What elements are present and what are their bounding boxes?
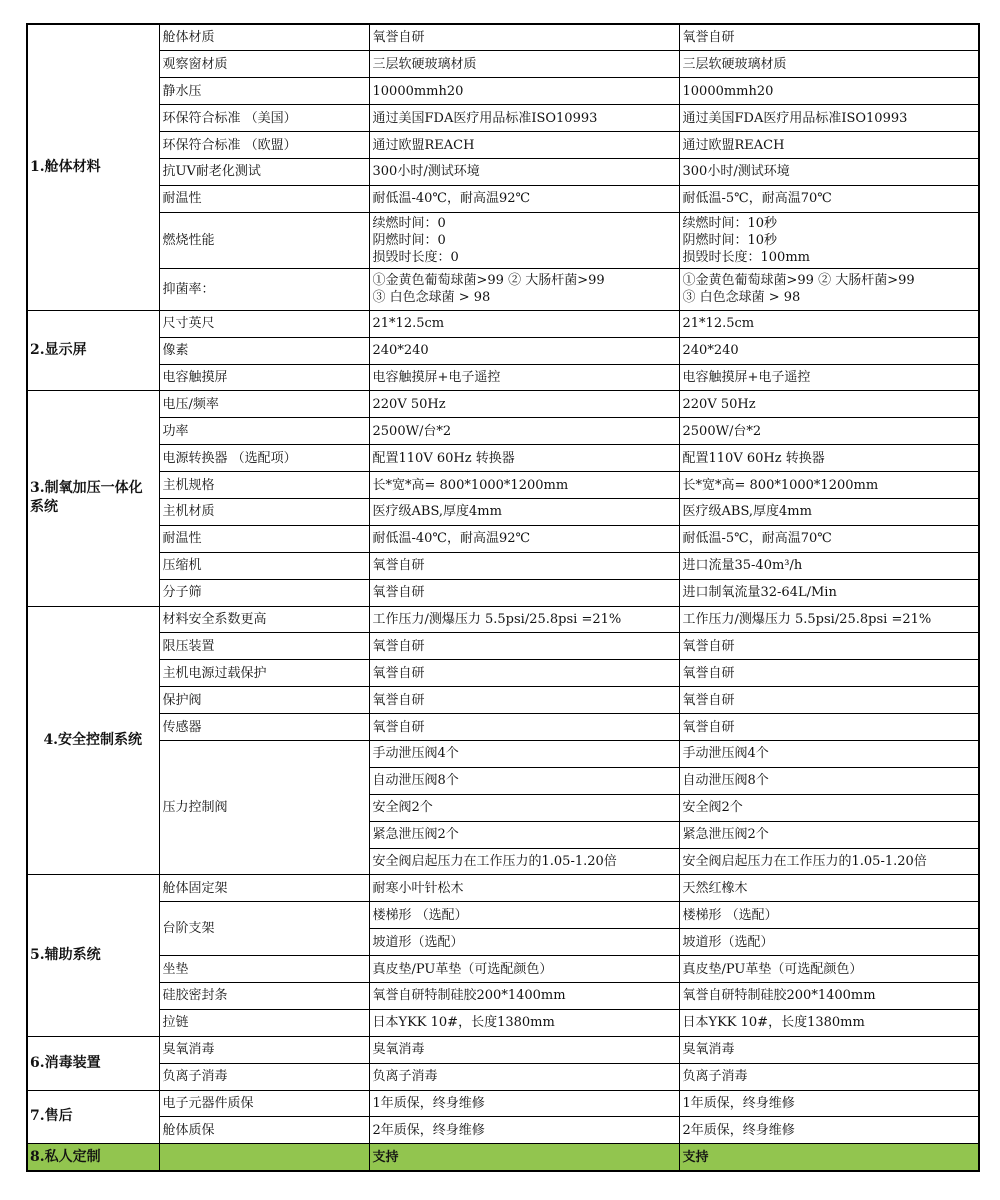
value-cell-a: 日本YKK 10#，长度1380mm [369,1009,679,1036]
value-cell-b: 10000mmh20 [679,78,979,105]
table-row [27,498,979,525]
item-cell: 限压装置 [159,633,369,660]
item-cell: 材料安全系数更高 [159,606,369,633]
value-cell-b: 氧誉自研 [679,633,979,660]
table-row [27,606,979,633]
item-cell: 拉链 [159,1009,369,1036]
value-cell-b: 240*240 [679,337,979,364]
item-cell: 坐垫 [159,956,369,983]
value-cell-b: 耐低温-5℃，耐高温70℃ [679,525,979,552]
value-line: ③ 白色念球菌 > 98 [372,290,491,306]
table-row [27,105,979,132]
value-cell-a: 220V 50Hz [369,391,679,418]
table-row [27,185,979,212]
value-cell-a: 耐低温-40℃，耐高温92℃ [369,525,679,552]
item-cell: 像素 [159,337,369,364]
value-cell-a: 工作压力/测爆压力 5.5psi/25.8psi =21% [369,606,679,633]
value-cell-a: 坡道形（选配） [369,929,679,956]
value-cell-b: 手动泄压阀4个 [679,740,979,767]
value-cell-a: 配置110V 60Hz 转换器 [369,445,679,472]
value-cell-b: 通过美国FDA医疗用品标准ISO10993 [679,105,979,132]
item-cell: 环保符合标准 （欧盟） [159,132,369,159]
table-row [27,956,979,983]
value-cell-b: 220V 50Hz [679,391,979,418]
table-row [27,740,979,767]
item-cell: 环保符合标准 （美国） [159,105,369,132]
value-cell-a: 氧誉自研 [369,579,679,606]
table-row [27,158,979,185]
footer-row [27,1144,979,1171]
table-row [27,445,979,472]
value-cell-a: 耐寒小叶针松木 [369,875,679,902]
item-cell: 抗UV耐老化测试 [159,158,369,185]
category-cell: 6.消毒装置 [27,1036,159,1090]
item-cell: 保护阀 [159,687,369,714]
value-cell-b: 三层软硬玻璃材质 [679,51,979,78]
value-cell-b: 医疗级ABS,厚度4mm [679,498,979,525]
item-cell: 燃烧性能 [159,212,369,268]
table-row [27,364,979,391]
table-row [27,579,979,606]
value-line: 续燃时间：0 [372,215,446,231]
table-row [27,51,979,78]
value-cell-b: 真皮垫/PU革垫（可选配颜色） [679,956,979,983]
table-row [27,687,979,714]
value-line: ①金黄色葡萄球菌>99 ② 大肠杆菌>99 [682,273,915,289]
item-cell: 硅胶密封条 [159,983,369,1010]
value-cell-a: 氧誉自研 [369,714,679,741]
value-cell-b: 2500W/台*2 [679,418,979,445]
item-cell: 传感器 [159,714,369,741]
value-line: ①金黄色葡萄球菌>99 ② 大肠杆菌>99 [372,273,605,289]
table-row [27,1090,979,1117]
value-cell-a: 安全阀2个 [369,794,679,821]
item-cell: 压缩机 [159,552,369,579]
value-line: 损毁时长度：100mm [682,249,810,265]
value-cell-a: 2年质保，终身维修 [369,1117,679,1144]
table-row [27,983,979,1010]
table-row [27,1009,979,1036]
item-cell: 主机规格 [159,472,369,499]
value-cell-b: 配置110V 60Hz 转换器 [679,445,979,472]
value-cell-b: 氧誉自研特制硅胶200*1400mm [679,983,979,1010]
value-line: 阴燃时间：10秒 [682,232,778,248]
value-cell-b: 天然红橡木 [679,875,979,902]
category-cell: 8.私人定制 [27,1144,159,1171]
value-cell-a [369,212,679,268]
table-row [27,24,979,51]
item-cell: 舱体材质 [159,24,369,51]
item-cell [159,1144,369,1171]
value-cell-b: 支持 [679,1144,979,1171]
table-row [27,212,979,268]
item-cell: 电容触摸屏 [159,364,369,391]
spec-table-body [27,24,979,1171]
table-row [27,902,979,929]
category-cell: 5.辅助系统 [27,875,159,1036]
value-cell-b: 电容触摸屏+电子遥控 [679,364,979,391]
value-cell-a: 真皮垫/PU革垫（可选配颜色） [369,956,679,983]
table-row [27,391,979,418]
item-cell: 观察窗材质 [159,51,369,78]
item-cell: 耐温性 [159,185,369,212]
table-row [27,1036,979,1063]
item-cell: 台阶支架 [159,902,369,956]
value-cell-a: 240*240 [369,337,679,364]
table-row [27,78,979,105]
value-cell-b: 工作压力/测爆压力 5.5psi/25.8psi =21% [679,606,979,633]
value-cell-a: 楼梯形 （选配） [369,902,679,929]
value-line: 损毁时长度：0 [372,249,459,265]
value-cell-a: 1年质保，终身维修 [369,1090,679,1117]
table-row [27,132,979,159]
item-cell: 电压/频率 [159,391,369,418]
value-cell-a: 氧誉自研 [369,660,679,687]
value-cell-a: 三层软硬玻璃材质 [369,51,679,78]
table-row [27,660,979,687]
value-cell-b: 紧急泄压阀2个 [679,821,979,848]
value-cell-b: 通过欧盟REACH [679,132,979,159]
value-cell-a: 负离子消毒 [369,1063,679,1090]
item-cell: 主机材质 [159,498,369,525]
table-row [27,552,979,579]
category-cell: 4.安全控制系统 [27,606,159,875]
item-cell: 主机电源过载保护 [159,660,369,687]
value-line: 阴燃时间：0 [372,232,446,248]
value-cell-b: 氧誉自研 [679,687,979,714]
value-cell-b: 楼梯形 （选配） [679,902,979,929]
value-cell-b: 进口制氧流量32-64L/Min [679,579,979,606]
item-cell: 舱体固定架 [159,875,369,902]
value-cell-b: 300小时/测试环境 [679,158,979,185]
value-cell-a: 通过美国FDA医疗用品标准ISO10993 [369,105,679,132]
value-cell-a: 安全阀启起压力在工作压力的1.05-1.20倍 [369,848,679,875]
item-cell: 臭氧消毒 [159,1036,369,1063]
value-cell-a: 氧誉自研 [369,687,679,714]
item-cell: 压力控制阀 [159,740,369,874]
category-cell: 3.制氧加压一体化系统 [27,391,159,606]
table-row [27,268,979,310]
value-cell-a: 耐低温-40℃，耐高温92℃ [369,185,679,212]
value-line: ③ 白色念球菌 > 98 [682,290,801,306]
value-cell-b: 安全阀2个 [679,794,979,821]
value-cell-a: 手动泄压阀4个 [369,740,679,767]
value-cell-b: 氧誉自研 [679,660,979,687]
value-cell-b [679,268,979,310]
value-cell-b: 21*12.5cm [679,310,979,337]
item-cell: 舱体质保 [159,1117,369,1144]
spec-table [26,23,980,1172]
value-cell-b [679,212,979,268]
value-cell-b: 坡道形（选配） [679,929,979,956]
table-row [27,525,979,552]
item-cell: 分子筛 [159,579,369,606]
table-row [27,418,979,445]
item-cell: 耐温性 [159,525,369,552]
value-cell-a: 臭氧消毒 [369,1036,679,1063]
value-cell-b: 日本YKK 10#，长度1380mm [679,1009,979,1036]
value-cell-a: 氧誉自研 [369,552,679,579]
item-cell: 电子元器件质保 [159,1090,369,1117]
value-cell-b: 2年质保，终身维修 [679,1117,979,1144]
value-cell-a: 氧誉自研特制硅胶200*1400mm [369,983,679,1010]
value-cell-b: 1年质保，终身维修 [679,1090,979,1117]
value-cell-a: 氧誉自研 [369,24,679,51]
item-cell: 静水压 [159,78,369,105]
value-cell-a: 10000mmh20 [369,78,679,105]
value-cell-a: 紧急泄压阀2个 [369,821,679,848]
value-cell-a: 医疗级ABS,厚度4mm [369,498,679,525]
value-cell-a: 支持 [369,1144,679,1171]
value-cell-a: 2500W/台*2 [369,418,679,445]
table-row [27,633,979,660]
value-cell-b: 进口流量35-40m³/h [679,552,979,579]
value-cell-a: 通过欧盟REACH [369,132,679,159]
value-cell-b: 自动泄压阀8个 [679,767,979,794]
value-cell-a: 电容触摸屏+电子遥控 [369,364,679,391]
value-cell-a: 300小时/测试环境 [369,158,679,185]
table-row [27,472,979,499]
table-row [27,1117,979,1144]
item-cell: 抑菌率： [159,268,369,310]
table-row [27,714,979,741]
item-cell: 功率 [159,418,369,445]
category-cell: 1.舱体材料 [27,24,159,310]
value-cell-b: 氧誉自研 [679,714,979,741]
item-cell: 尺寸英尺 [159,310,369,337]
value-line: 续燃时间：10秒 [682,215,778,231]
value-cell-b: 负离子消毒 [679,1063,979,1090]
value-cell-b: 耐低温-5℃，耐高温70℃ [679,185,979,212]
value-cell-a: 氧誉自研 [369,633,679,660]
value-cell-a [369,268,679,310]
item-cell: 电源转换器 （选配项） [159,445,369,472]
table-row [27,875,979,902]
table-row [27,310,979,337]
value-cell-b: 氧誉自研 [679,24,979,51]
value-cell-a: 长*宽*高= 800*1000*1200mm [369,472,679,499]
value-cell-a: 21*12.5cm [369,310,679,337]
item-cell: 负离子消毒 [159,1063,369,1090]
value-cell-b: 臭氧消毒 [679,1036,979,1063]
category-cell: 2.显示屏 [27,310,159,391]
table-row [27,337,979,364]
value-cell-b: 安全阀启起压力在工作压力的1.05-1.20倍 [679,848,979,875]
value-cell-b: 长*宽*高= 800*1000*1200mm [679,472,979,499]
value-cell-a: 自动泄压阀8个 [369,767,679,794]
category-cell: 7.售后 [27,1090,159,1144]
table-row [27,1063,979,1090]
